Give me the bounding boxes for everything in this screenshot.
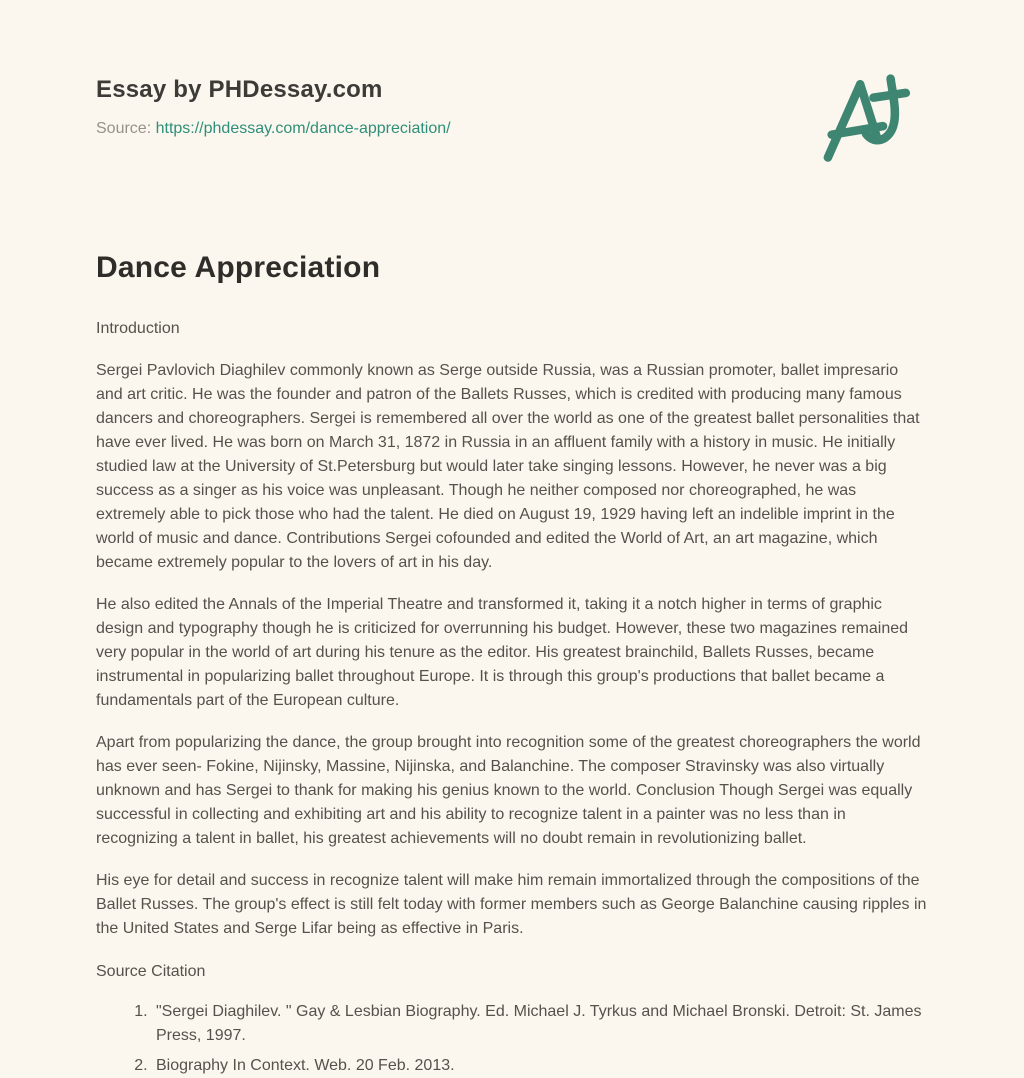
- citation-heading: Source Citation: [96, 963, 206, 980]
- citation-item: 1. "Sergei Diaghilev. " Gay & Lesbian Biography. Ed. Michael J. Tyrkus and Michael Bronski. Detroit: St. James Press, 1997.: [152, 1000, 928, 1048]
- intro-label: Introduction: [96, 320, 180, 337]
- essay-title: Dance Appreciation: [96, 251, 381, 284]
- essay-paragraph-4: His eye for detail and success in recognize talent will make him remain immortalized through the compositions of the Ballet Russes. The group's effect is still felt today with former members such as George Balanchine causing ripples in the United States and Serge Lifar being as effective in Paris.: [96, 872, 927, 937]
- header-text-block: [96, 76, 451, 138]
- page-header: [96, 76, 928, 167]
- source-line: [96, 120, 451, 138]
- essay-paragraph-1: Sergei Pavlovich Diaghilev commonly known as Serge outside Russia, was a Russian promoter, ballet impresario and art critic. He was the founder and patron of the Ballets Russes, which is credited with producing many famous dancers and choreographers. Sergei is remembered all over the world as one of the greatest ballet personalities that have ever lived. He was born on March 31, 1872 in Russia in an affluent family with a history in music. He initially studied law at the University of St.Petersburg but would later take singing lessons. However, he never was a big success as a singer as his voice was unpleasant. Though he neither composed nor choreographed, he was extremely able to pick those who had the talent. He died on August 19, 1929 having left an indelible imprint in the world of music and dance. Contributions Sergei cofounded and edited the World of Art, an art magazine, which became extremely popular to the lovers of art in his day.: [96, 362, 920, 571]
- citation-item: 2. Biography In Context. Web. 20 Feb. 2013.: [152, 1054, 928, 1078]
- source-label: Source:: [96, 120, 152, 137]
- essay-paragraph-2: He also edited the Annals of the Imperial Theatre and transformed it, taking it a notch higher in terms of graphic design and typography though he is criticized for overrunning his budget. However, these two magazines remained very popular in the world of art during his tenure as the editor. His greatest brainchild, Ballets Russes, became instrumental in popularizing ballet throughout Europe. It is through this group's productions that ballet became a fundamentals part of the European culture.: [96, 596, 909, 709]
- phdessay-a-plus-logo-icon: [814, 72, 914, 167]
- site-title: Essay by PHDessay.com: [96, 76, 383, 103]
- citation-list: [96, 1000, 928, 1078]
- essay-paragraph-3: Apart from popularizing the dance, the group brought into recognition some of the greatest choreographers the world has ever seen- Fokine, Nijinsky, Massine, Nijinska, and Balanchine. The composer Stravinsky was also virtually unknown and has Sergei to thank for making his genius known to the world. Conclusion Though Sergei was equally successful in collecting and exhibiting art and his ability to recognize talent in a painter was no less than in recognizing a talent in ballet, his greatest achievements will no doubt remain in revolutionizing ballet.: [96, 734, 921, 847]
- source-link[interactable]: https://phdessay.com/dance-appreciation/: [155, 120, 451, 137]
